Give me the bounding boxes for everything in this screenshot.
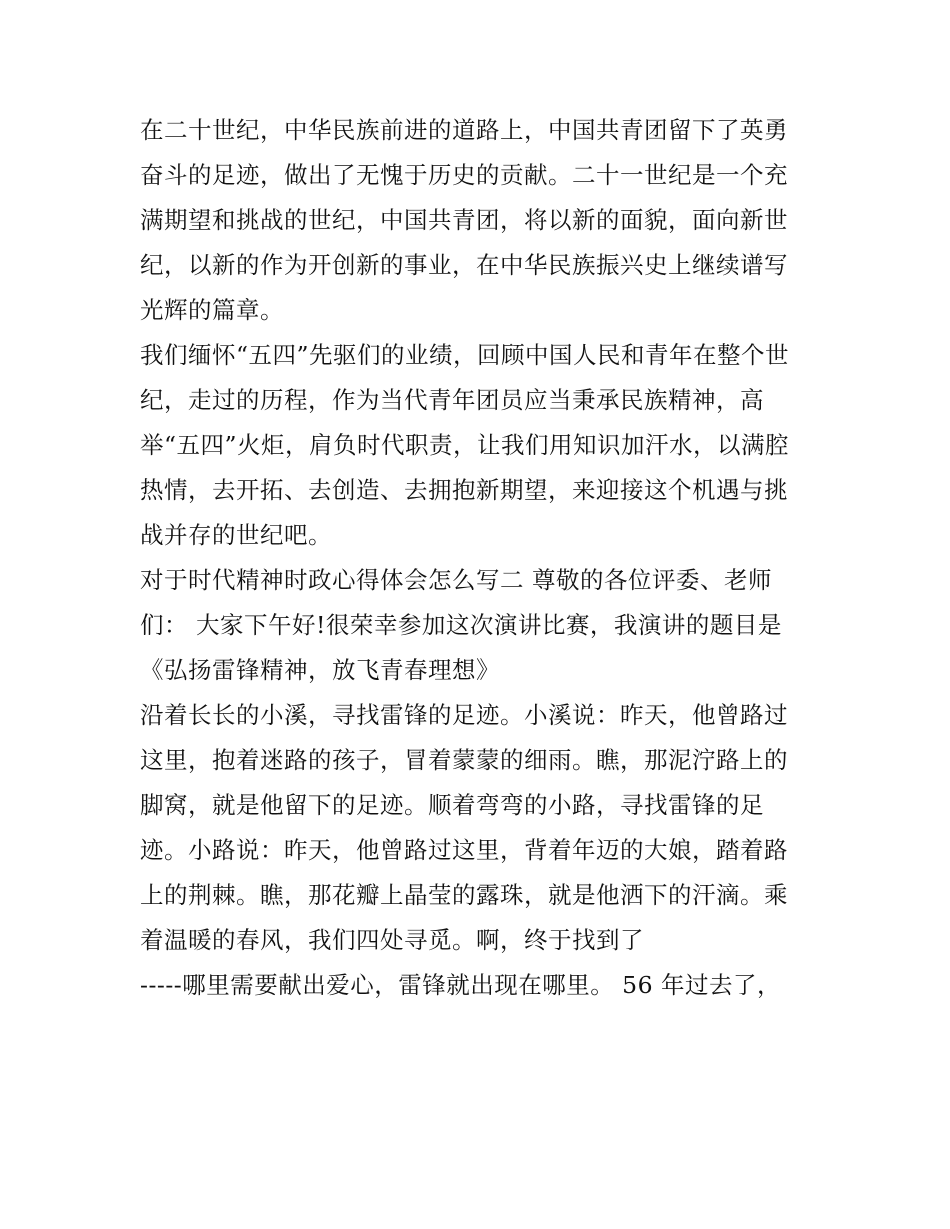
- text-line: 上的荆棘。瞧，那花瓣上晶莹的露珠，就是他洒下的汗滴。乘: [140, 881, 788, 909]
- document-body: [140, 108, 816, 1008]
- text-line: 对于时代精神时政心得体会怎么写二 尊敬的各位评委、老师: [140, 566, 772, 594]
- text-line: 脚窝，就是他留下的足迹。顺着弯弯的小路，寻找雷锋的足: [140, 791, 764, 819]
- text-line: 战并存的世纪吧。: [140, 521, 332, 549]
- text-line: 举“五四”火炬，肩负时代职责，让我们用知识加汗水，以满腔: [140, 431, 790, 459]
- text-line: 奋斗的足迹，做出了无愧于历史的贡献。二十一世纪是一个充: [140, 161, 788, 189]
- text-line: 这里，抱着迷路的孩子，冒着蒙蒙的细雨。瞧，那泥泞路上的: [140, 746, 788, 774]
- text-line: 着温暖的春风，我们四处寻觅。啊，终于找到了: [140, 926, 644, 954]
- text-line: 我们缅怀“五四”先驱们的业绩，回顾中国人民和青年在整个世: [140, 341, 790, 369]
- text-line: 热情，去开拓、去创造、去拥抱新期望，来迎接这个机遇与挑: [140, 476, 788, 504]
- text-line: 《弘扬雷锋精神，放飞青春理想》: [140, 656, 500, 684]
- text-line: 光辉的篇章。: [140, 296, 284, 324]
- text-line: 们： 大家下午好!很荣幸参加这次演讲比赛，我演讲的题目是: [140, 611, 782, 639]
- text-line: 满期望和挑战的世纪，中国共青团，将以新的面貌，面向新世: [140, 206, 788, 234]
- text-line: 纪，走过的历程，作为当代青年团员应当秉承民族精神，高: [140, 386, 764, 414]
- text-line: 沿着长长的小溪，寻找雷锋的足迹。小溪说：昨天，他曾路过: [140, 701, 788, 729]
- text-line: 迹。小路说：昨天，他曾路过这里，背着年迈的大娘，踏着路: [140, 836, 788, 864]
- text-line: 在二十世纪，中华民族前进的道路上，中国共青团留下了英勇: [140, 116, 788, 144]
- text-line: -----哪里需要献出爱心，雷锋就出现在哪里。 56 年过去了，: [140, 971, 782, 999]
- text-line: 纪，以新的作为开创新的事业，在中华民族振兴史上继续谱写: [140, 251, 788, 279]
